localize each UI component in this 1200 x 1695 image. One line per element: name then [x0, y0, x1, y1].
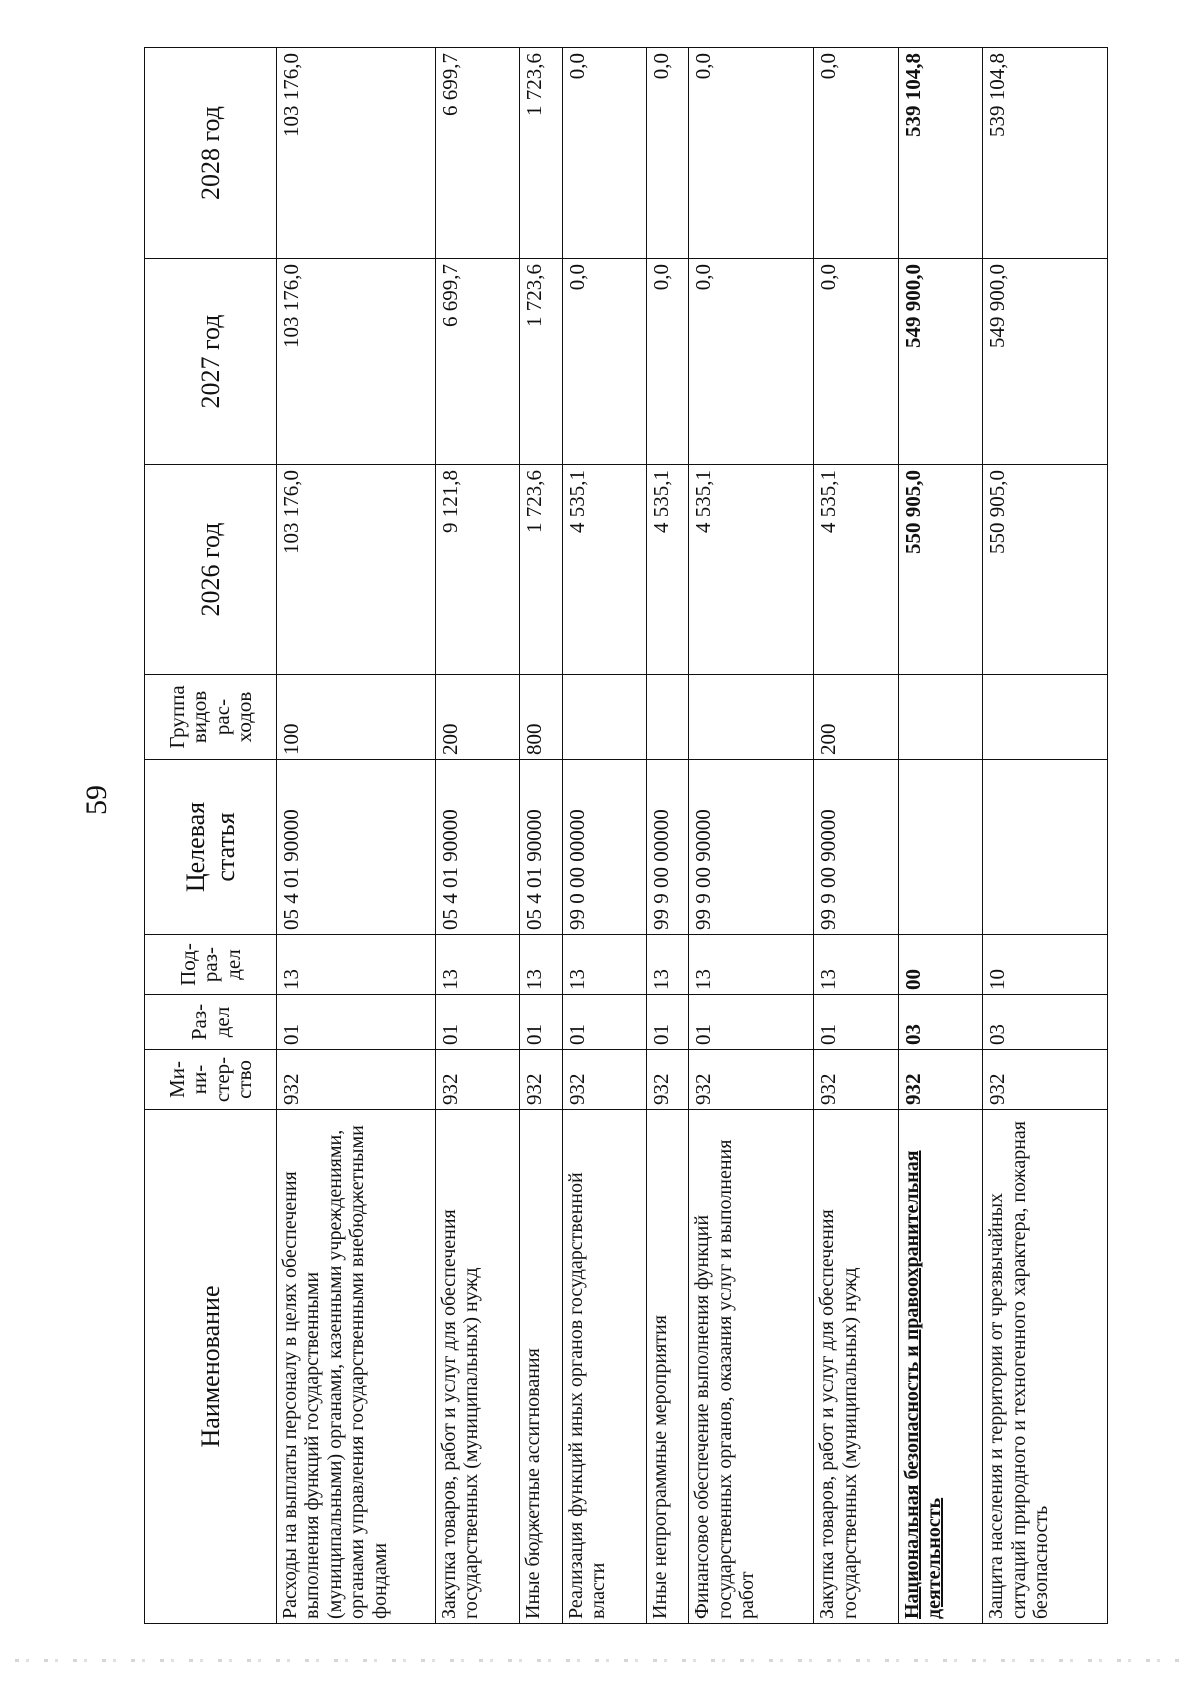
row-subsection: 00	[898, 935, 983, 995]
header-section: Раз- дел	[145, 995, 277, 1050]
header-target: Целевая статья	[145, 760, 277, 935]
row-name: Расходы на выплаты персоналу в целях обеспечения выполнения функций государственными (муниципальными) органами, казенными учреждениями, органами управления государственными внебюджетными фондами	[277, 1110, 436, 1624]
row-ministry: 932	[983, 1050, 1108, 1110]
row-value-2028: 103 176,0	[277, 48, 436, 259]
row-target: 05 4 01 90000	[277, 760, 436, 935]
row-value-2027: 549 900,0	[898, 259, 983, 465]
row-expense-group	[689, 675, 814, 760]
row-section: 01	[277, 995, 436, 1050]
row-value-2026: 9 121,8	[435, 465, 520, 675]
row-target: 99 9 00 00000	[647, 760, 689, 935]
row-value-2026: 550 905,0	[898, 465, 983, 675]
row-name: Реализация функций иных органов государственной власти	[562, 1110, 647, 1624]
row-target	[983, 760, 1108, 935]
header-year-2027: 2027 год	[145, 259, 277, 465]
row-ministry: 932	[814, 1050, 899, 1110]
row-section: 03	[983, 995, 1108, 1050]
row-subsection: 13	[277, 935, 436, 995]
row-name: Финансовое обеспечение выполнения функций государственных органов, оказания услуг и выполнения работ	[689, 1110, 814, 1624]
table-row	[277, 48, 436, 1624]
table-row	[898, 48, 983, 1624]
row-ministry: 932	[689, 1050, 814, 1110]
header-subsection: Под- раз- дел	[145, 935, 277, 995]
table-row	[435, 48, 520, 1624]
row-value-2028: 539 104,8	[898, 48, 983, 259]
row-value-2027: 6 699,7	[435, 259, 520, 465]
row-expense-group: 100	[277, 675, 436, 760]
row-ministry: 932	[277, 1050, 436, 1110]
row-value-2028: 539 104,8	[983, 48, 1108, 259]
row-value-2026: 550 905,0	[983, 465, 1108, 675]
header-year-2026: 2026 год	[145, 465, 277, 675]
row-ministry: 932	[520, 1050, 562, 1110]
header-year-2028: 2028 год	[145, 48, 277, 259]
row-section: 01	[814, 995, 899, 1050]
row-section: 01	[435, 995, 520, 1050]
row-value-2026: 1 723,6	[520, 465, 562, 675]
row-value-2027: 103 176,0	[277, 259, 436, 465]
row-value-2028: 0,0	[814, 48, 899, 259]
row-expense-group	[983, 675, 1108, 760]
row-name: Закупка товаров, работ и услуг для обеспечения государственных (муниципальных) нужд	[814, 1110, 899, 1624]
row-target: 99 9 00 90000	[814, 760, 899, 935]
budget-table	[144, 47, 1108, 1624]
row-subsection: 13	[689, 935, 814, 995]
header-name: Наименование	[145, 1110, 277, 1624]
row-target	[898, 760, 983, 935]
row-value-2027: 0,0	[562, 259, 647, 465]
header-expense-group: Группа видов рас- ходов	[145, 675, 277, 760]
row-target: 05 4 01 90000	[520, 760, 562, 935]
row-name: Защита населения и территории от чрезвычайных ситуаций природного и техногенного характера, пожарная безопасность	[983, 1110, 1108, 1624]
row-value-2026: 4 535,1	[814, 465, 899, 675]
table-row	[520, 48, 562, 1624]
row-section: 01	[647, 995, 689, 1050]
row-subsection: 10	[983, 935, 1108, 995]
row-target: 99 9 00 90000	[689, 760, 814, 935]
table-header-row	[145, 48, 277, 1624]
row-name: Закупка товаров, работ и услуг для обеспечения государственных (муниципальных) нужд	[435, 1110, 520, 1624]
row-subsection: 13	[520, 935, 562, 995]
row-value-2028: 0,0	[689, 48, 814, 259]
row-value-2026: 103 176,0	[277, 465, 436, 675]
row-ministry: 932	[647, 1050, 689, 1110]
table-body	[277, 48, 1108, 1624]
row-section: 01	[562, 995, 647, 1050]
row-value-2028: 0,0	[647, 48, 689, 259]
row-subsection: 13	[814, 935, 899, 995]
table-row	[647, 48, 689, 1624]
row-target: 05 4 01 90000	[435, 760, 520, 935]
row-value-2028: 6 699,7	[435, 48, 520, 259]
row-expense-group: 800	[520, 675, 562, 760]
row-expense-group	[562, 675, 647, 760]
row-value-2028: 0,0	[562, 48, 647, 259]
row-expense-group	[898, 675, 983, 760]
row-value-2027: 0,0	[647, 259, 689, 465]
row-name: Национальная безопасность и правоохранительная деятельность	[898, 1110, 983, 1624]
row-expense-group	[647, 675, 689, 760]
scan-artifact-line	[15, 1659, 1185, 1662]
row-subsection: 13	[647, 935, 689, 995]
row-ministry: 932	[898, 1050, 983, 1110]
row-expense-group: 200	[814, 675, 899, 760]
page-number: 59	[80, 785, 113, 815]
table-row	[983, 48, 1108, 1624]
row-subsection: 13	[562, 935, 647, 995]
row-value-2027: 1 723,6	[520, 259, 562, 465]
row-ministry: 932	[435, 1050, 520, 1110]
row-target: 99 0 00 00000	[562, 760, 647, 935]
table-row	[689, 48, 814, 1624]
row-name: Иные непрограммные мероприятия	[647, 1110, 689, 1624]
row-section: 01	[520, 995, 562, 1050]
row-subsection: 13	[435, 935, 520, 995]
table-row	[562, 48, 647, 1624]
row-value-2027: 0,0	[814, 259, 899, 465]
row-expense-group: 200	[435, 675, 520, 760]
row-value-2026: 4 535,1	[647, 465, 689, 675]
budget-table-rotated	[144, 48, 1108, 1624]
row-value-2027: 0,0	[689, 259, 814, 465]
row-value-2026: 4 535,1	[562, 465, 647, 675]
header-ministry: Ми- ни- стер- ство	[145, 1050, 277, 1110]
row-section: 03	[898, 995, 983, 1050]
row-value-2026: 4 535,1	[689, 465, 814, 675]
row-name: Иные бюджетные ассигнования	[520, 1110, 562, 1624]
row-ministry: 932	[562, 1050, 647, 1110]
table-row	[814, 48, 899, 1624]
row-section: 01	[689, 995, 814, 1050]
row-value-2028: 1 723,6	[520, 48, 562, 259]
row-value-2027: 549 900,0	[983, 259, 1108, 465]
